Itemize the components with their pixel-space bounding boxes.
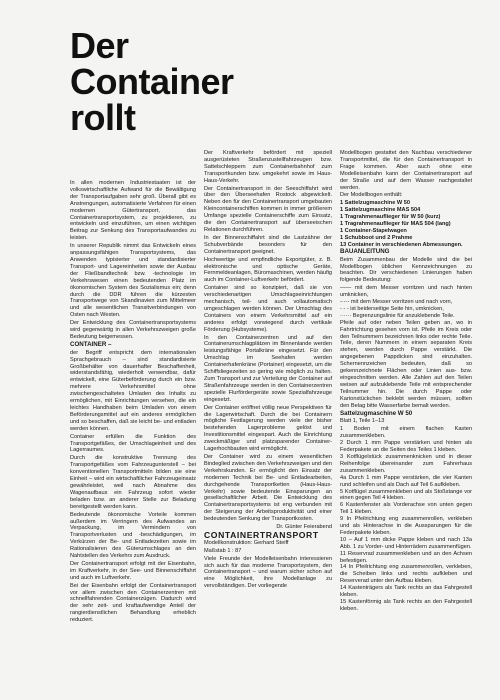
list-item: 1 Sattelzugmaschine MAS 504 (340, 207, 421, 214)
line-legend (340, 285, 472, 320)
list-item: 4a Durch 1 mm Pappe verstärken, die vier Kanten rund schleifen und als Dach auf Teil 6 aufkleben. (340, 474, 472, 488)
title-line-1: Der (70, 25, 129, 66)
list-item: 11 Reservrad zusammenkleben und an den Achsen befestigen. (340, 550, 472, 564)
section-heading-containertransport: CONTAINERTRANSPORT (204, 529, 319, 540)
paragraph: Der Entwicklung des Containertransportsystems wird gegenwärtig in allen Verkehrszweigen große Bedeutung beigemessen. (70, 320, 196, 340)
paragraph: Der Container eröffnet völlig neue Perspektiven für die Lagerwirtschaft. Durch die bei Containern mögliche Festlagerung werden viele der bisher bestehenden Lagerprobleme gelöst und Investitionsmittel eingespart. Auch die Einrichtung zweckmäßiger und platzsparender Container-Lagerhochbauten wird ermöglicht. (204, 404, 332, 453)
list-item: 9 In Pfeilrichtung eng zusammenrollen, verkleben und als Hinterachse in die Aussparungen für die Federpakete kleben. (340, 516, 472, 536)
list-item: - - - ist beiderseitige Seite hin, umknicken, (340, 305, 444, 312)
paragraph: Beim Zusammenbau der Modelle sind die bei Modellbogen üblichen Kennzeichnungen zu beachten. Dir verschiedenen Linierungen haben folgende Bedeutung: (340, 256, 472, 284)
paragraph: In allen modernen Industriestaaten ist der volkswirtschaftliche Aufwand für die Bewältigung der Transportaufgaben sehr groß. Überall gibt es Anstrengungen, automatisierte Verfahren für einen modernen Gütertransport, das Containertransportsystem, zu projektieren, zu entwickeln und einzuführen, um einen wichtigen Beitrag zur Senkung des Transportaufwandes zu leisten. (70, 180, 196, 242)
steps-list (340, 426, 472, 612)
section-heading-container: CONTAINER – (70, 340, 112, 348)
list-item: -·-·- mit dem Messer vorritzen und nach vorn, (340, 299, 453, 306)
column-1 (70, 180, 196, 625)
paragraph: Modellbogen gestattet den Nachbau verschiedener Transportmittel, die für den Containertransport in Frage kommen. Aber auch ohne eine Modelleisenbahn kann der Containertransport auf der Straße und auf dem Wasser nachgestaltet werden. (340, 150, 472, 191)
list-item: 14 In Pfeilrichtung eng zusammenrollen, verkleben, die Scheiben links und rechts aufkleben und Reserverad unter den Aufbau kleben. (340, 564, 472, 585)
contents-list (340, 200, 472, 248)
list-item: 13 Container in verschiedenen Abmessungen. (340, 241, 463, 248)
list-item: 5 Kotflügel zusammenkleben und als Stoßstange vor einen gegen Teil 4 kleben. (340, 488, 472, 502)
paragraph: Der Containertransport erfolgt mit der Eisenbahn, im Kraftverkehr, in der See- und Binnenschiffahrt und auch im Luftverkehr. (70, 560, 196, 581)
paragraph: Durch die konstruktive Trennung des Transportgefäßes vom Fahrzeugunterstell – bei konventionellen Transportmitteln bilden sie eine Einheit – wird ein wirtschaftlicher Fahrzeugeinsatz gewährleistet, weil nach Abnahme des Wagenaufbaus ein Fahrzeug sofort wieder beladen bzw. an anderer Stelle zur Beladung bereitgestellt werden kann. (70, 455, 196, 510)
list-item: 1 Container-Stapelwagen (340, 227, 407, 234)
list-item: 3 Kotflügelstück zusammenknicken und in dieser Reihenfolge übereinander zum Fahrerhaus zusammenkleben. (340, 453, 472, 474)
paragraph: Bei der Eisenbahn erfolgt der Containertransport vor allem zwischen den Containerzentren mit schnellfahrenden Containerzügen. Dadurch wird der sehr zeit- und kraftaufwendige Anteil der rangierdienstlichen Behandlung erheblich reduziert. (70, 582, 196, 624)
column-2 (204, 150, 332, 591)
scale-line: Maßstab 1 : 87 (204, 547, 242, 554)
list-item: 14 Kastenträgers als Tank rechts an das Fahrgestell kleben. (340, 585, 472, 599)
paragraph: der Begriff entspricht dem internationalen Sprachgebrauch – sind standardisierte Großbehälter von dauerhafter Beschaffenheit, widerstandsfähig, wiederholt verwendbar, dafür entwickelt, eine Güterbeförderung durch ein bzw. mehrere Verkehrsmittel ohne zwischengeschaltetes Umladen des Inhalts zu ermöglichen, mit Einrichtungen versehen, die ein leichtes Handhaben beim Umladen von einem Beförderungsmittel auf ein anderes ermöglichen und so beschaffen, daß sie leicht be- und entladen werden können. (70, 349, 196, 432)
list-item: 1 Schubboot und 2 Prahme (340, 234, 413, 241)
list-item: 1 Tragrahmenauflieger für W 50 (kurz) (340, 214, 441, 221)
paragraph: Container sind so konzipiert, daß sie von verschiedenartigen Umschlagseinrichtungen mechanisch, teil- und auch vollautomatisch umgeschlagen werden können. Der Umschlag des Containers von einem Verkehrsmittel auf ein anderes erfolgt vorwiegend durch vertikale Förderung (Hubsysteme). (204, 285, 332, 333)
paragraph: Bedeutende ökonomische Vorteile kommen außerdem im Verringern des Aufwandes an Verpackung, im Vermindern von Transportverlusten und -beschädigungen, im Verkürzen der Be- und Entladezeiten sowie im Rationalisieren des Güterumschlages an den Nahtstellen des Verkehrs zum Ausdruck. (70, 511, 196, 560)
paragraph: Pfeile auf oder neben Teilen geben an, wo in Fahrtrichtung gesehen vorn ist. Pfeile im Kreis oder den Teilnummern bezeichnen links oder rechte Teile. Teile, deren Nummern in einem separaten Kreis stehen, werden durch Pappe verstärkt. Die angegebenen Pappdicken sind einzuhalten. Schernennzeichen bedeuten, daß so gekennzeichnete Flächen oder Linien aus- bzw. eingeschnitten werden. Alle Zahlen auf den Teilen weisen auf aufzuklebende Teile mit entsprechender Teilnummer hin. Die durch Pappe oder Kartonstückchen beklebt werden müssen, sollten den Belag bitte Wasserfarbe bemalt werden. (340, 319, 472, 409)
paragraph: In den Containerzentren und auf den Containerumschlagplätzen im Binnenlande werden leistungsfähige Portalkräne eingesetzt. Für den Umschlag im Seehafen werden Containerhafenkräne (Portainer) eingesetzt, um die Schiffsliegezeiten so gering wie möglich zu halten. Zum Transport und zur Verteilung der Container auf Straßenfahrzeuge werden in den Containerzentren spezielle Flurfördergeräte sowie Spezialfahrzeuge eingesetzt. (204, 334, 332, 403)
paragraph: Viele Freunde der Modelleisenbahn interessieren sich auch für das moderne Transportsystem, den Containertransport – und warum sicher schon auf eine Möglichkeit, ihre Modellanlage zu vervollständigen. Der vorliegende (204, 555, 332, 590)
author-signature: Dr. Günter Feierabend (276, 524, 332, 531)
list-item: 1 Sattelzugmaschine W 50 (340, 200, 410, 207)
paragraph: In der Binnenschiffahrt sind die Lastzähne der Schubverbände besonders für den Containertransport geeignet. (204, 234, 332, 255)
paragraph: Der Containertransport in der Seeschiffahrt wird über den Überseehafen Rostock abgewickelt. Neben den für den Containertransport umgebauten Kleincontainerschiffen kommen in immer größerem Umfange spezielle Containerschiffe zum Einsatz, die den Containertransport auf überseeischen Relationen durchführen. (204, 185, 332, 233)
paragraph: Der Container wird zu einem wesentlichen Bindeglied zwischen den Verkehrszweigen und den Verkehrskunden. Er ermöglicht den Einsatz der modernen Technik bei Be- und Entladearbeiten, durchgehende Transportketten (Haus-Haus-Verkehr) sowie bedeutende Einsparungen an gesellschaftlicher Arbeit. Die Entwicklung des Containertransportsystems ist eng verbunden mit der Steigerung der Arbeitsproduktivität und einer bedeutenden Senkung der Transportkosten. (204, 453, 332, 523)
title-line-3: rollt (70, 97, 136, 138)
list-item: ······ Begrenzungslinie für anzuklebende Teile. (340, 312, 455, 319)
paragraph: Hochwertige und empfindliche Exportgüter, z. B. elektronische und optische Geräte, Fernmeldeanlagen, Büromaschinen, werden häufig auch im Container-Luftverkehr befördert. (204, 256, 332, 284)
column-3 (340, 150, 472, 613)
paragraph: In unserer Republik nimmt das Entwickeln eines anpassungsfähigen Transportsystems, das Anwenden typisierter und standardisierter Transport- und Lagereinheiten sowie der Ausbau der Fließbandtechnik bzw. -technologie im Verkehrswesen einen bedeutenden Platz im ökonomischen System des Sozialismus ein; denn durch die DDR führen die kürzesten Transportwege von Skandinavien zum Mittelmeer und alle wesentlichen Transitverbindungen von Osten nach Westen. (70, 243, 196, 319)
list-item: 2 Durch 1 mm Pappe verstärken und hinten als Federpakete an die Seiten des Teiles 1 kleben. (340, 440, 472, 454)
list-item: 15 Kastenförmig als Tank rechts an den Fahrgestell kleben. (340, 599, 472, 612)
section-heading-sattelzug: Sattelzugmaschine W 50 (340, 409, 413, 417)
list-item: 1 Boden mit einem flachen Kasten zusammenkleben. (340, 426, 472, 440)
list-item: 6 Kastenfenster als Vorderachse von unten gegen Teil 1 kleben. (340, 502, 472, 516)
list-item: 10 – Auf 1 mm dicke Pappe kleben und nach 13a Abb. 1 zu Vorder- und Hinterrädern zusammenfügen. (340, 536, 472, 550)
section-heading-bauanleitung: BAUANLEITUNG (340, 247, 390, 255)
paragraph: Der Modellbogen enthält: (340, 192, 403, 199)
sheet-label: Blatt 1, Teile 1–13 (340, 418, 385, 425)
list-item: 1 Tragrahmenauflieger für MAS 504 (lang) (340, 221, 451, 228)
list-item: —— mit dem Messer vorritzen und nach hinten umknicken, (340, 285, 472, 299)
paragraph: Der Kraftverkehr befördert mit speziell ausgerüsteten Straßenzustellfahrzeugen bzw. Sattelschleppern zum Containerbahnhof zum Transportkunden bzw. umgekehrt sowie im Haus-Haus-Verkehr. (204, 150, 332, 184)
title-line-2: Container (70, 61, 234, 102)
page-title (70, 25, 234, 138)
credit-line: Modellkonstruktion: Gerhard Steiff (204, 539, 289, 546)
paragraph: Container erfüllen die Funktion des Transportgefäßes, der Umschlageinheit und des Lagerraumes. (70, 433, 196, 454)
